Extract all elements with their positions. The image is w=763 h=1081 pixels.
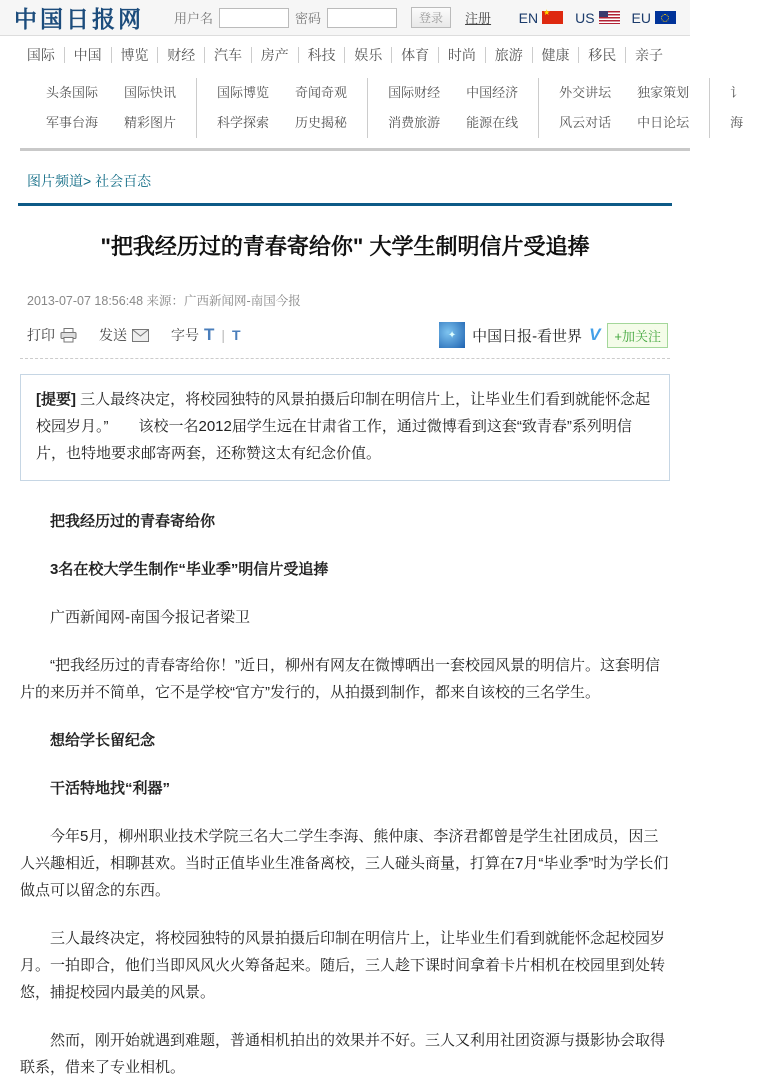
sub-nav-group-1 (26, 78, 196, 138)
username-label: 用户名 (174, 11, 214, 26)
nav-item-jiankang[interactable]: 健康 (533, 47, 580, 63)
eu-flag-icon[interactable] (655, 11, 676, 24)
login-area (174, 7, 491, 28)
article-meta: 2013-07-07 18:56:48 来源：广西新闻网-南国今报 (27, 294, 301, 308)
sub-link[interactable]: 海 (730, 115, 744, 130)
register-link[interactable]: 注册 (465, 11, 492, 26)
print-label: 打印 (27, 327, 55, 343)
password-input[interactable] (327, 8, 397, 28)
sub-link[interactable]: 科学探索 (217, 115, 270, 130)
print-button[interactable] (27, 325, 77, 345)
nav-item-yimin[interactable]: 移民 (579, 47, 626, 63)
breadcrumb (0, 151, 690, 201)
article-subhead: 干活特地找“利器” (50, 780, 171, 797)
china-flag-icon[interactable]: ★ (542, 11, 563, 24)
article-paragraph: 今年5月，柳州职业技术学院三名大二学生李海、熊仲康、李济君都曾是学生社团成员，因三人兴趣相近，相聊甚欢。当时正值毕业生准备离校，三人碰头商量，打算在7月“毕业季”时为学长们做点可以留念的东西。 (20, 828, 669, 899)
article-toolbar (0, 322, 690, 348)
sub-link[interactable]: 头条国际 (46, 85, 99, 100)
send-label: 发送 (99, 327, 127, 343)
nav-item-keji[interactable]: 科技 (299, 47, 346, 63)
sub-link[interactable]: 中日论坛 (637, 115, 690, 130)
sub-link[interactable]: 中国经济 (466, 85, 519, 100)
nav-item-qiche[interactable]: 汽车 (205, 47, 252, 63)
sub-link[interactable]: 国际博览 (217, 85, 270, 100)
font-smaller-button[interactable]: T (232, 327, 241, 343)
breadcrumb-channel-link[interactable]: 图片频道> (27, 173, 92, 189)
main-nav (0, 36, 690, 74)
article-body (20, 508, 670, 1081)
lang-en-label[interactable]: EN (518, 9, 539, 26)
weibo-v-icon: V (589, 325, 601, 344)
follow-button[interactable]: +加关注 (607, 323, 668, 348)
sub-nav-group-3 (367, 78, 538, 138)
username-input[interactable] (219, 8, 289, 28)
weibo-account-name[interactable]: 中国日报-看世界 (472, 327, 583, 345)
envelope-icon (132, 329, 149, 342)
nav-item-tiyu[interactable]: 体育 (392, 47, 439, 63)
printer-icon (60, 328, 77, 343)
sub-nav-group-4 (538, 78, 709, 138)
language-switcher (511, 10, 676, 26)
font-larger-button[interactable]: T (204, 325, 215, 344)
nav-item-lvyou[interactable]: 旅游 (486, 47, 533, 63)
lang-us-label[interactable]: US (575, 9, 595, 26)
nav-item-zhongguo[interactable]: 中国 (65, 47, 112, 63)
article-paragraph: 三人最终决定，将校园独特的风景拍摄后印制在明信片上，让毕业生们看到就能怀念起校园岁月。一拍即合，他们当即风风火火筹备起来。随后，三人趁下课时间拿着卡片相机在校园里到处转悠，捕捉校园内最美的风景。 (20, 930, 666, 1001)
sub-nav-group-5-clipped (709, 78, 763, 138)
sub-link[interactable]: 奇闻奇观 (295, 85, 348, 100)
password-label: 密码 (295, 11, 322, 26)
sub-link[interactable]: 独家策划 (637, 85, 690, 100)
article-paragraph: “把我经历过的青春寄给你！”近日，柳州有网友在微博晒出一套校园风景的明信片。这套明信片的来历并不简单，它不是学校“官方”发行的，从拍摄到制作，都来自该校的三名学生。 (20, 657, 660, 701)
sub-link[interactable]: 讠 (730, 85, 744, 100)
font-size-control[interactable] (171, 325, 241, 345)
site-logo[interactable]: 中国日报网 (14, 6, 144, 33)
nav-item-caijing[interactable]: 财经 (158, 47, 205, 63)
nav-item-yule[interactable]: 娱乐 (345, 47, 392, 63)
article-subhead: 把我经历过的青春寄给你 (50, 513, 216, 530)
page-title: "把我经历过的青春寄给你" 大学生制明信片受追捧 (100, 234, 590, 259)
article-byline: 广西新闻网-南国今报记者梁卫 (50, 609, 250, 626)
sub-link[interactable]: 历史揭秘 (295, 115, 348, 130)
login-button[interactable]: 登录 (411, 7, 451, 28)
sub-link[interactable]: 军事台海 (46, 115, 99, 130)
sub-link[interactable]: 国际快讯 (124, 85, 177, 100)
nav-item-guoji[interactable]: 国际 (18, 47, 65, 63)
article-subhead: 想给学长留纪念 (50, 732, 156, 749)
nav-item-fangchan[interactable]: 房产 (252, 47, 299, 63)
article-paragraph: 然而，刚开始就遇到难题，普通相机拍出的效果并不好。三人又利用社团资源与摄影协会取得联系，借来了专业相机。 (20, 1032, 666, 1076)
sub-link[interactable]: 能源在线 (466, 115, 519, 130)
weibo-avatar[interactable]: ✦ (439, 322, 465, 348)
sub-nav-group-2 (196, 78, 367, 138)
nav-item-qinzi[interactable]: 亲子 (635, 47, 664, 63)
us-flag-icon[interactable] (599, 11, 620, 24)
toolbar-dashed-rule (20, 358, 670, 359)
weibo-widget (439, 322, 668, 348)
sub-link[interactable]: 国际财经 (388, 85, 441, 100)
summary-text: 三人最终决定，将校园独特的风景拍摄后印制在明信片上，让毕业生们看到就能怀念起校园岁月。” 该校一名2012届学生远在甘肃省工作，通过微博看到这套“致青春”系列明信片，也特地要求邮寄两套，还称赞这太有纪念价值。 (36, 391, 651, 462)
font-size-separator: | (221, 327, 226, 343)
top-header (0, 0, 690, 36)
breadcrumb-section-link[interactable]: 社会百态 (95, 173, 152, 189)
sub-link[interactable]: 消费旅游 (388, 115, 441, 130)
article-subhead: 3名在校大学生制作“毕业季”明信片受追捧 (50, 561, 329, 578)
sub-link[interactable]: 风云对话 (559, 115, 612, 130)
article-summary-box (20, 374, 670, 481)
nav-item-bolan[interactable]: 博览 (112, 47, 159, 63)
font-size-label: 字号 (171, 327, 199, 343)
sub-link[interactable]: 精彩图片 (124, 115, 177, 130)
lang-eu-label[interactable]: EU (631, 9, 651, 26)
send-button[interactable] (99, 325, 149, 345)
breadcrumb-blue-rule (18, 203, 672, 206)
sub-nav (0, 74, 744, 148)
sub-link[interactable]: 外交讲坛 (559, 85, 612, 100)
summary-label: [提要] (36, 391, 76, 408)
nav-item-shishang[interactable]: 时尚 (439, 47, 486, 63)
